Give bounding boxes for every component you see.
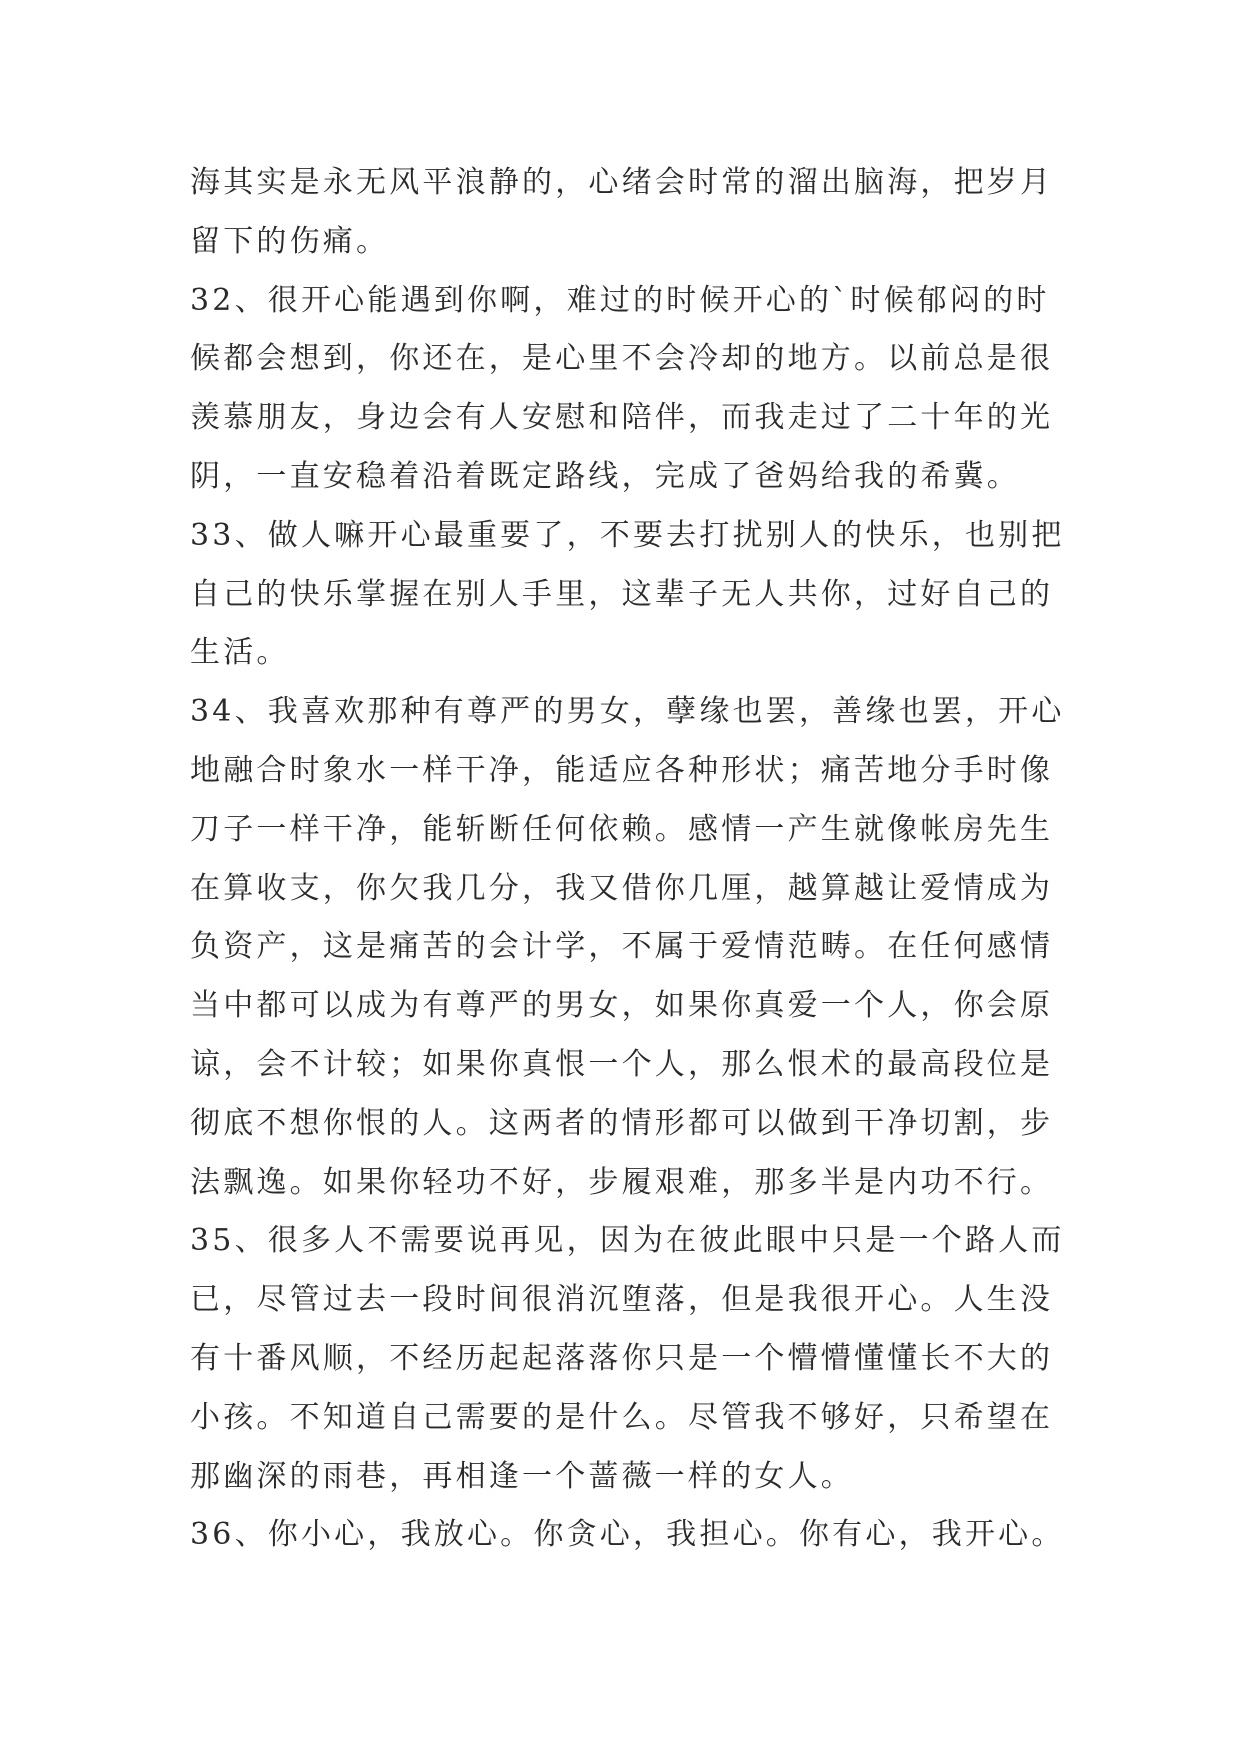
text-line: 谅，会不计较；如果你真恨一个人，那么恨术的最高段位是 xyxy=(190,1046,1054,1082)
text-line: 小孩。不知道自己需要的是什么。尽管我不够好，只希望在 xyxy=(190,1399,1054,1435)
text-line: 已，尽管过去一段时间很消沉堕落，但是我很开心。人生没 xyxy=(190,1282,1054,1318)
document-body xyxy=(190,154,1070,1565)
paragraph-35 xyxy=(190,1212,1070,1506)
text-line: 羡慕朋友，身边会有人安慰和陪伴，而我走过了二十年的光 xyxy=(190,400,1054,436)
text-line: 在算收支，你欠我几分，我又借你几厘，越算越让爱情成为 xyxy=(190,870,1054,906)
text-line: 负资产，这是痛苦的会计学，不属于爱情范畴。在任何感情 xyxy=(190,929,1054,965)
text-line: 34、我喜欢那种有尊严的男女，孽缘也罢，善缘也罢，开心 xyxy=(190,694,1065,730)
text-line: 候都会想到，你还在，是心里不会冷却的地方。以前总是很 xyxy=(190,341,1054,377)
text-line: 36、你小心，我放心。你贪心，我担心。你有心，我开心。 xyxy=(190,1517,1065,1553)
paragraph-32 xyxy=(190,272,1070,507)
text-line: 那幽深的雨巷，再相逢一个蔷薇一样的女人。 xyxy=(190,1458,854,1494)
text-line: 地融合时象水一样干净，能适应各种形状；痛苦地分手时像 xyxy=(190,752,1054,788)
paragraph-33 xyxy=(190,507,1070,683)
text-line: 留下的伤痛。 xyxy=(190,223,390,259)
text-line: 刀子一样干净，能斩断任何依赖。感情一产生就像帐房先生 xyxy=(190,811,1054,847)
text-line: 彻底不想你恨的人。这两者的情形都可以做到干净切割，步 xyxy=(190,1105,1054,1141)
text-line: 法飘逸。如果你轻功不好，步履艰难，那多半是内功不行。 xyxy=(190,1164,1054,1200)
text-line: 自己的快乐掌握在别人手里，这辈子无人共你，过好自己的 xyxy=(190,576,1054,612)
paragraph-34 xyxy=(190,683,1070,1212)
text-line: 有十番风顺，不经历起起落落你只是一个懵懵懂懂长不大的 xyxy=(190,1340,1054,1376)
text-line: 32、很开心能遇到你啊，难过的时候开心的`时候郁闷的时 xyxy=(190,282,1050,318)
text-line: 当中都可以成为有尊严的男女，如果你真爱一个人，你会原 xyxy=(190,988,1054,1024)
text-line: 生活。 xyxy=(190,635,290,671)
paragraph-31-continued xyxy=(190,154,1070,272)
text-line: 海其实是永无风平浪静的，心绪会时常的溜出脑海，把岁月 xyxy=(190,165,1054,200)
text-line: 35、很多人不需要说再见，因为在彼此眼中只是一个路人而 xyxy=(190,1223,1065,1259)
text-line: 33、做人嘛开心最重要了，不要去打扰别人的快乐，也别把 xyxy=(190,517,1065,553)
text-line: 阴，一直安稳着沿着既定路线，完成了爸妈给我的希冀。 xyxy=(190,458,1020,494)
paragraph-36 xyxy=(190,1506,1070,1565)
